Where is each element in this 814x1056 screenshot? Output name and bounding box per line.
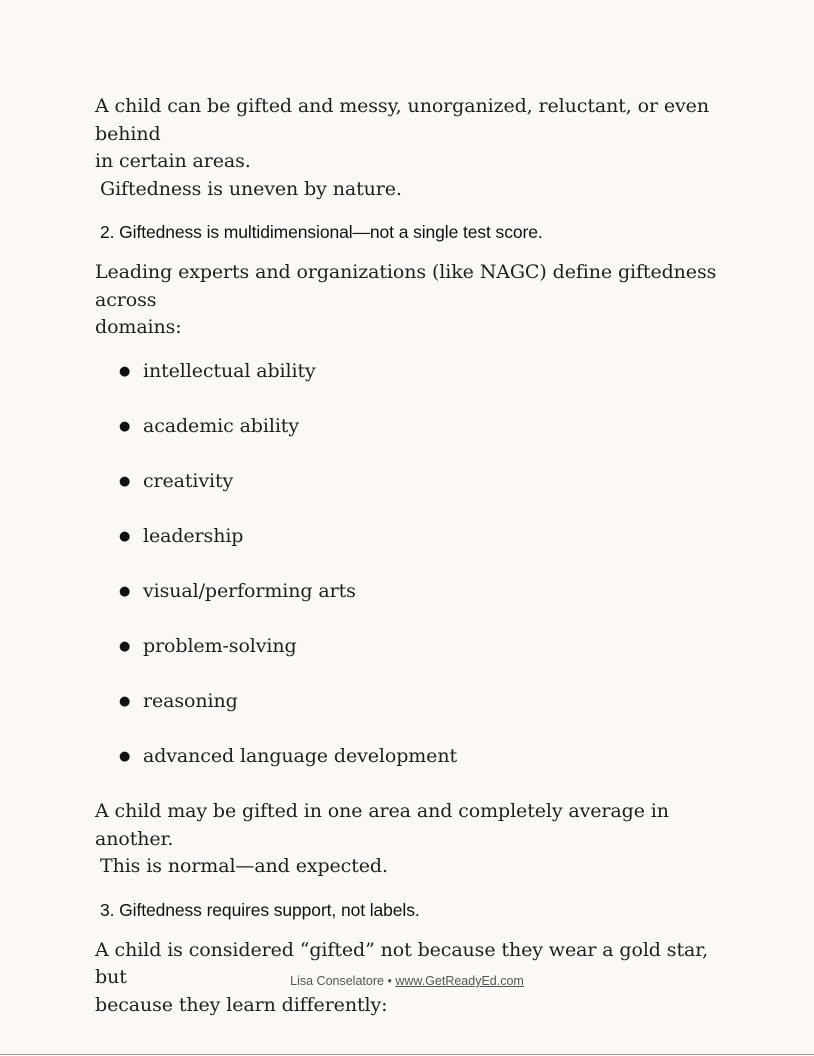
bullet-icon: ● [119, 418, 131, 434]
list-item [119, 578, 720, 606]
list-item-text: leadership [143, 524, 244, 547]
closing-line-1: A child may be gifted in one area and completely average in another. [95, 800, 669, 850]
list-item [119, 413, 720, 441]
bullet-icon: ● [119, 363, 131, 379]
section-3-heading: 3. Giftedness requires support, not labels. [100, 899, 420, 920]
section-2-line-2: domains: [95, 316, 182, 338]
intro-line-1: A child can be gifted and messy, unorganized, reluctant, or even behind [95, 95, 709, 145]
domains-list [95, 358, 720, 771]
intro-line-2: in certain areas. [95, 150, 251, 172]
closing-line-2: This is normal—and expected. [100, 855, 388, 877]
list-item [119, 468, 720, 496]
list-item [119, 358, 720, 386]
list-item-text: academic ability [143, 414, 299, 437]
list-item-text: creativity [143, 469, 234, 492]
list-item [119, 688, 720, 716]
bullet-icon: ● [119, 748, 131, 764]
list-item-text: reasoning [143, 689, 238, 712]
footer-website-link[interactable]: www.GetReadyEd.com [395, 974, 524, 988]
list-item [119, 633, 720, 661]
section-2-heading: 2. Giftedness is multidimensional—not a single test score. [100, 222, 543, 242]
section-2-paragraph [95, 259, 720, 342]
section-2-line-1: Leading experts and organizations (like NAGC) define giftedness across [95, 261, 717, 311]
footer-author: Lisa Conselatore [290, 974, 384, 988]
list-item [119, 523, 720, 551]
footer-separator: • [387, 974, 392, 988]
intro-paragraph [95, 93, 720, 203]
section-3-line-2: because they learn differently: [95, 993, 388, 1016]
bullet-icon: ● [119, 693, 131, 709]
section-2-closing-paragraph [95, 798, 720, 881]
list-item-text: problem-solving [143, 634, 297, 657]
bullet-icon: ● [119, 583, 131, 599]
section-3-line-1: A child is considered “gifted” not because they wear a gold star, but [95, 938, 709, 988]
list-item [119, 743, 720, 771]
list-item-text: intellectual ability [143, 359, 316, 382]
bullet-icon: ● [119, 638, 131, 654]
intro-line-3: Giftedness is uneven by nature. [100, 177, 402, 200]
bullet-icon: ● [119, 528, 131, 544]
page-footer [0, 974, 814, 988]
bullet-icon: ● [119, 473, 131, 489]
list-item-text: advanced language development [143, 744, 457, 767]
document-body [95, 93, 720, 1019]
list-item-text: visual/performing arts [143, 579, 356, 602]
